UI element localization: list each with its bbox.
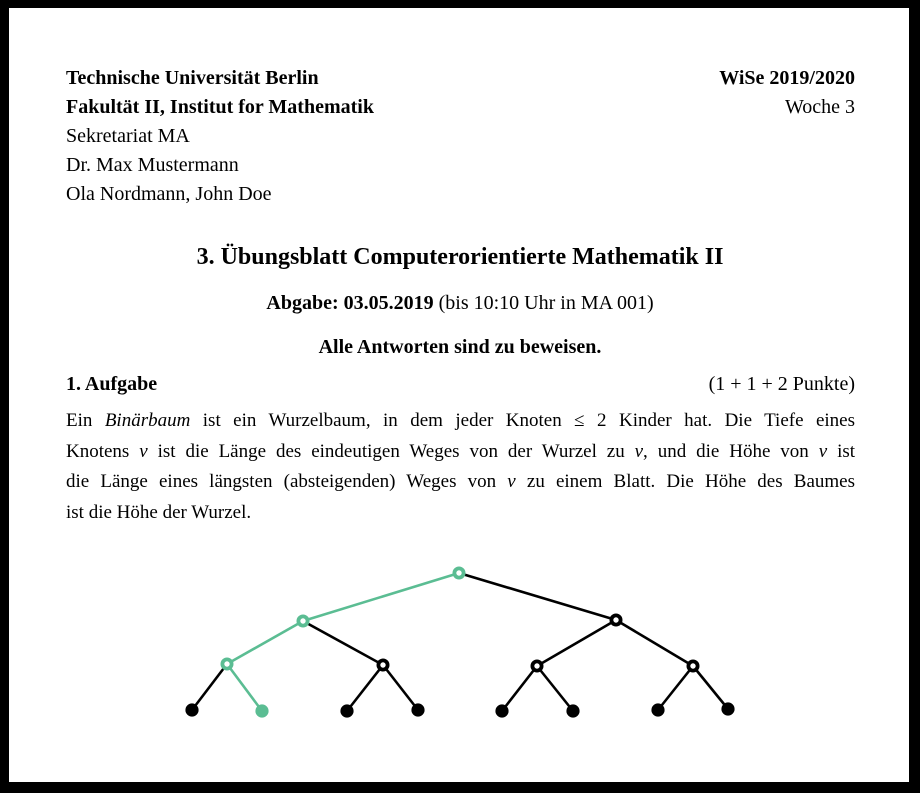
paragraph-line [66,437,855,468]
header-address-block [66,64,374,209]
text-segment: ist ein Wurzelbaum, in dem jeder Knoten ≤ 2 Kinder hat. Die Tiefe eines [190,410,855,431]
task-points: (1 + 1 + 2 Punkte) [708,373,855,395]
sheet-title: 3. Übungsblatt Computerorientierte Mathematik II [196,244,724,270]
italic-term: v [139,440,148,462]
paragraph-line [66,406,855,437]
submission-details: (bis 10:10 Uhr in MA 001) [433,292,654,314]
text-segment: ist [827,440,856,462]
submission-info [0,290,920,316]
italic-term: v [634,440,644,462]
submission-deadline: Abgabe: 03.05.2019 [266,292,434,314]
text-segment: Knotens [66,440,140,462]
proof-notice: Alle Antworten sind zu beweisen. [318,336,602,358]
task-description [66,406,855,528]
week-label: Woche 3 [784,96,855,118]
header-date-block [719,64,855,122]
paragraph-line [66,467,855,498]
paragraph-line [66,498,855,529]
text-segment: Ein [66,410,105,431]
text-segment: ist die Länge des eindeutigen Weges von der Wurzel zu [147,440,635,462]
institution-name: Technische Universität Berlin [66,67,319,89]
secretariat-line: Sekretariat MA [66,125,190,147]
text-segment: zu einem Blatt. Die Höhe des Baumes [515,471,855,492]
task-row [66,371,855,397]
assistants-names: Ola Nordmann, John Doe [66,183,272,205]
text-segment: , und die Höhe von [643,440,819,462]
italic-term: v [818,440,828,462]
text-segment: ist die Höhe der Wurzel. [66,501,252,523]
italic-term: Binärbaum [104,410,191,431]
italic-term: v [507,471,516,492]
faculty-name: Fakultät II, Institut for Mathematik [66,96,374,118]
lecturer-name: Dr. Max Mustermann [66,154,239,176]
task-heading: 1. Aufgabe [66,373,158,395]
text-segment: die Länge eines längsten (absteigenden) Weges von [66,471,508,492]
semester-label: WiSe 2019/2020 [719,67,855,89]
